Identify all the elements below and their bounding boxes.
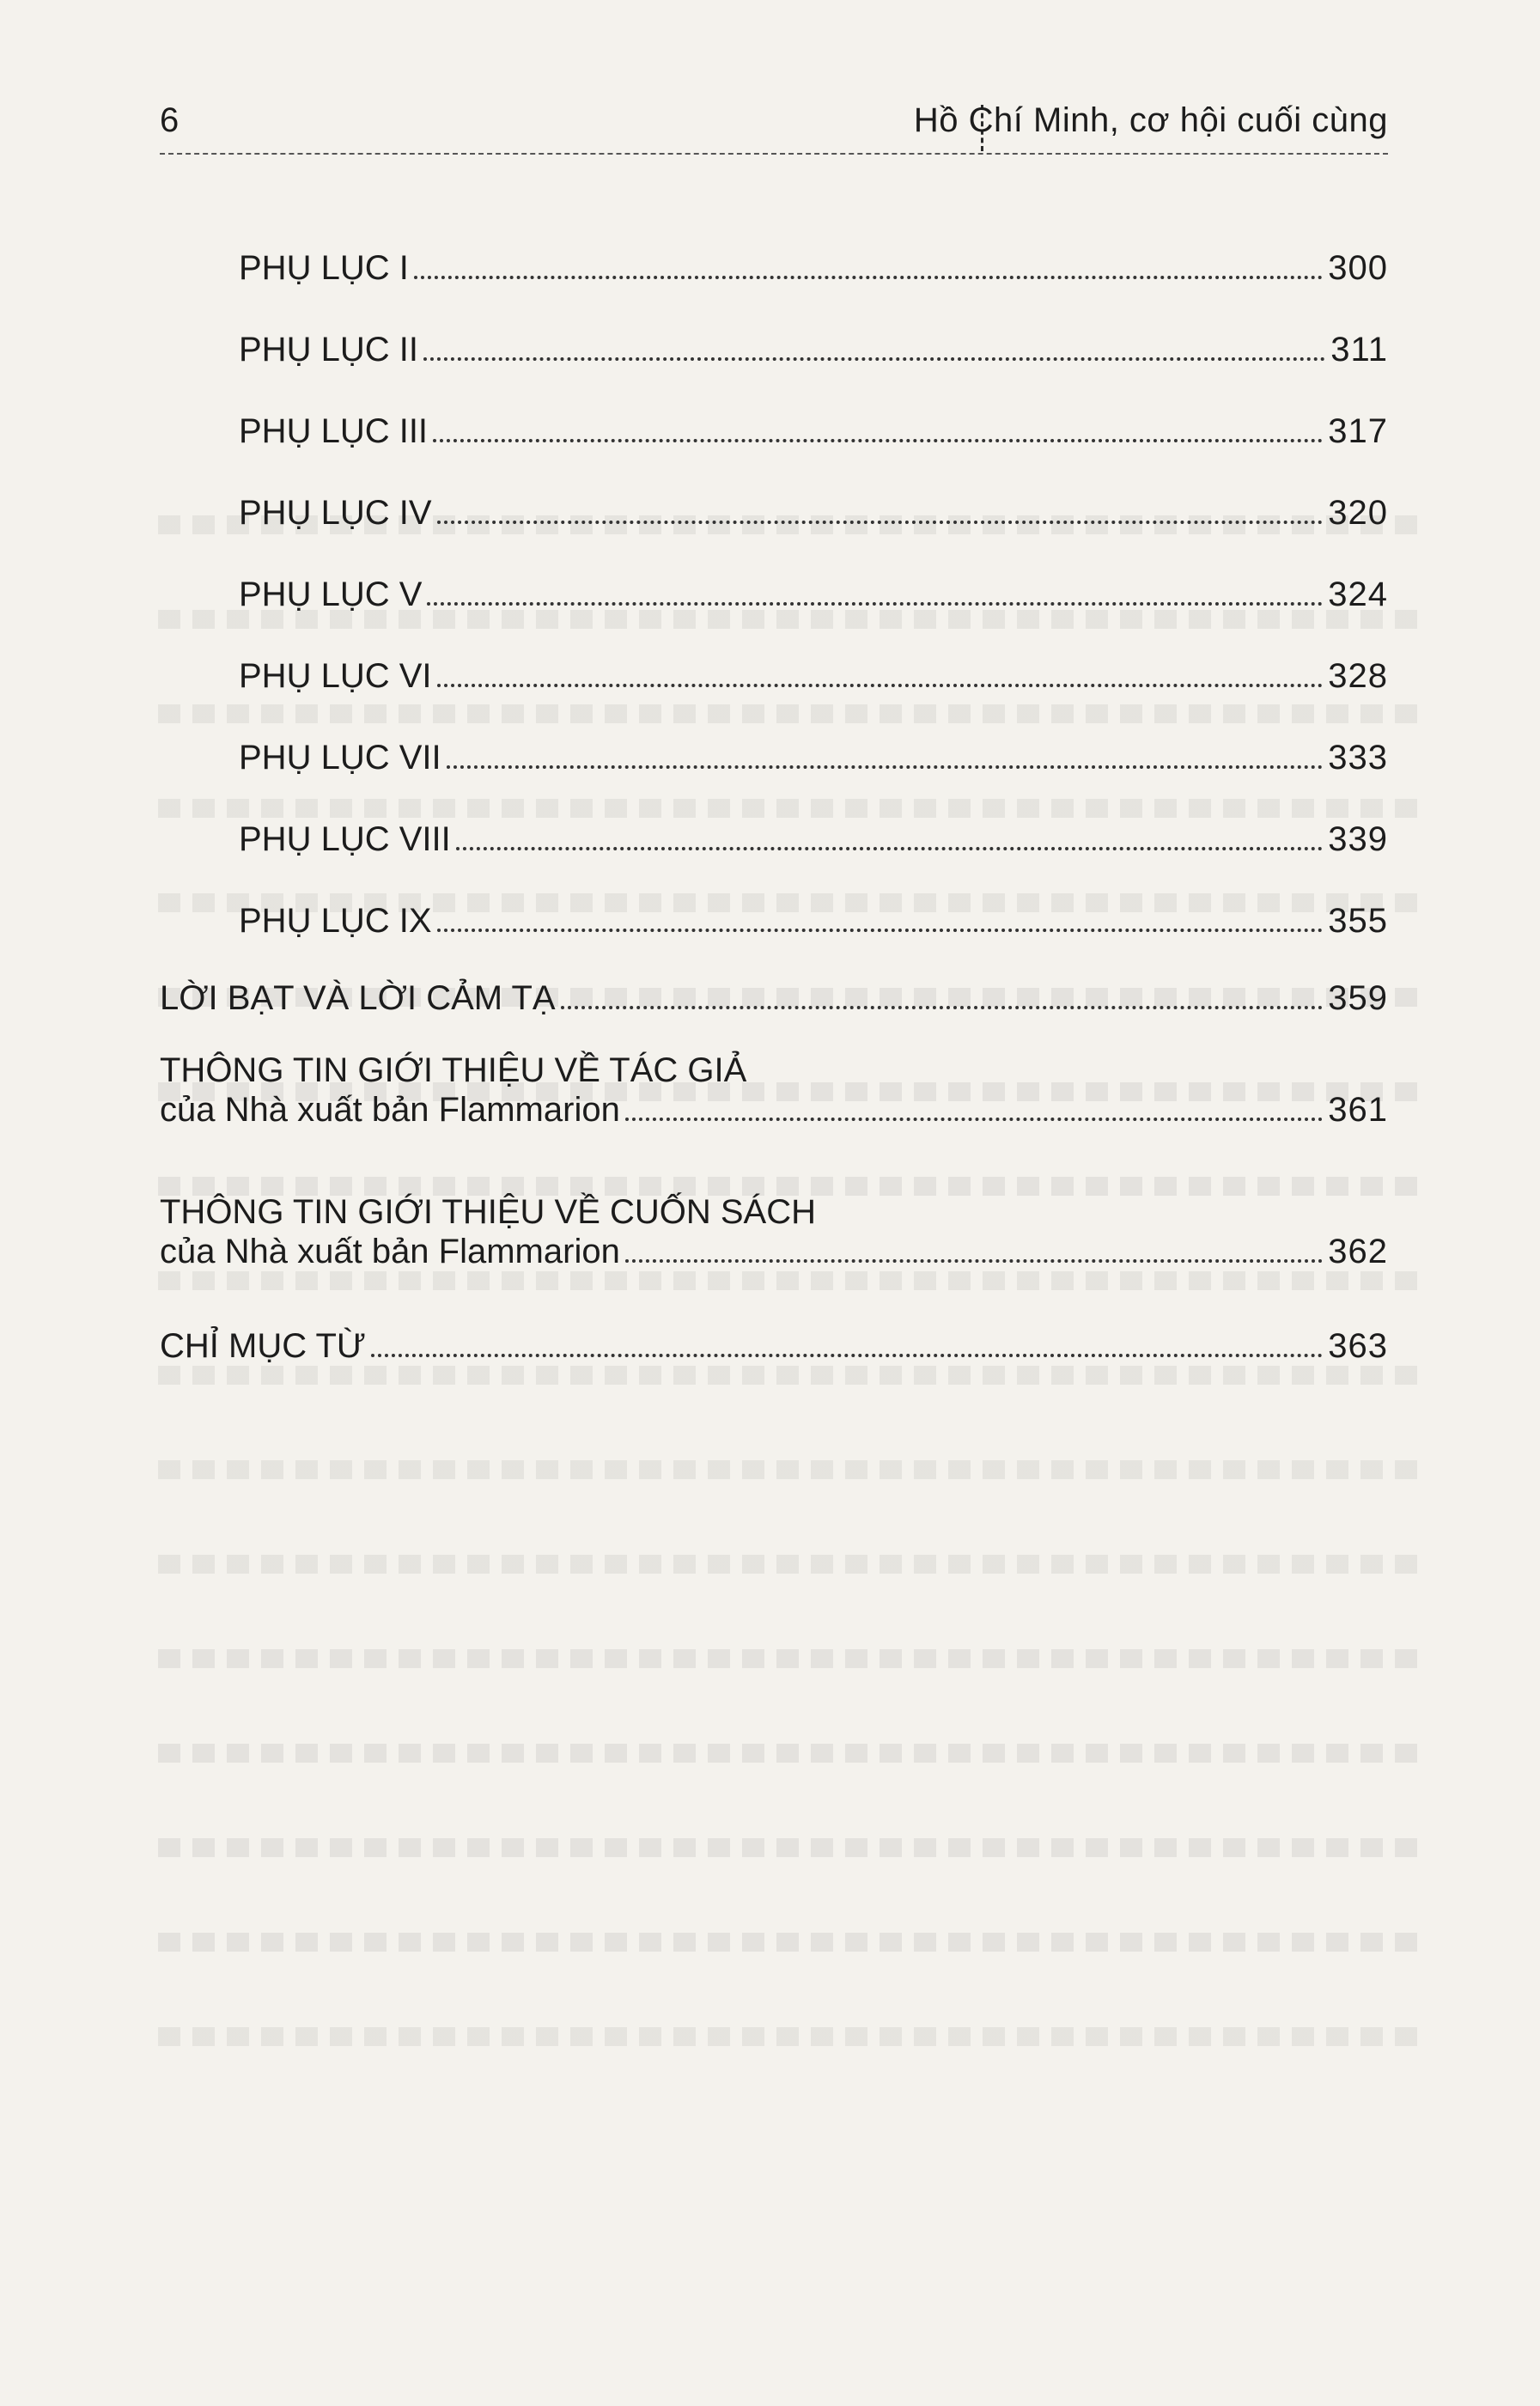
toc-entry-book-info[interactable] [160, 1151, 1388, 1288]
toc-entry-appendix-5[interactable] [160, 533, 1388, 614]
toc-entry-appendix-3[interactable] [160, 369, 1388, 451]
toc-entry-title: THÔNG TIN GIỚI THIỆU VỀ CUỐN SÁCH [160, 1193, 817, 1231]
running-title: Hồ Chí Minh, cơ hội cuối cùng [913, 101, 1388, 139]
toc-entry-page: 355 [1328, 902, 1388, 940]
dot-leader [371, 1354, 1323, 1357]
toc-entry-appendix-9[interactable] [160, 859, 1388, 941]
toc-entry-page: 328 [1328, 657, 1388, 695]
dot-leader [625, 1259, 1323, 1263]
toc-entry-page: 361 [1328, 1091, 1388, 1129]
header-rule [160, 153, 1388, 155]
toc-entry-page: 300 [1328, 249, 1388, 287]
toc-entry-label: CHỈ MỤC TỪ [160, 1327, 367, 1365]
toc-entry-label: PHỤ LỤC IV [239, 494, 432, 532]
dot-leader [561, 1006, 1324, 1009]
toc-entry-afterword[interactable] [160, 941, 1388, 1018]
dot-leader [437, 684, 1324, 687]
dot-leader [423, 357, 1325, 361]
toc-entry-index[interactable] [160, 1288, 1388, 1366]
toc-entry-page: 363 [1328, 1327, 1388, 1365]
dot-leader [433, 439, 1323, 442]
toc-entry-appendix-6[interactable] [160, 614, 1388, 696]
dot-leader [456, 847, 1324, 850]
toc-entry-subtitle: của Nhà xuất bản Flammarion [160, 1233, 620, 1270]
toc-entry-appendix-7[interactable] [160, 696, 1388, 777]
toc-entry-label: PHỤ LỤC I [239, 249, 409, 287]
dot-leader [427, 602, 1323, 606]
toc-entry-label: PHỤ LỤC V [239, 576, 423, 613]
toc-entry-label: PHỤ LỤC VIII [239, 820, 451, 858]
toc-entry-title: THÔNG TIN GIỚI THIỆU VỀ TÁC GIẢ [160, 1051, 747, 1089]
toc-entry-label: PHỤ LỤC VI [239, 657, 432, 695]
running-header [160, 101, 1388, 153]
dot-leader [437, 929, 1324, 932]
toc-entry-label: LỜI BẠT VÀ LỜI CẢM TẠ [160, 979, 556, 1017]
toc-entry-page: 317 [1328, 412, 1388, 450]
toc-entry-label: PHỤ LỤC IX [239, 902, 432, 940]
dot-leader [437, 521, 1324, 524]
toc-entry-page: 320 [1328, 494, 1388, 532]
toc-entry-label: PHỤ LỤC III [239, 412, 429, 450]
toc-entry-appendix-1[interactable] [160, 206, 1388, 288]
dot-leader [625, 1118, 1323, 1121]
toc-entry-page: 362 [1328, 1233, 1388, 1270]
dot-leader [414, 276, 1323, 279]
toc-entry-appendix-8[interactable] [160, 777, 1388, 859]
toc-entry-label: PHỤ LỤC VII [239, 739, 441, 777]
page-number: 6 [160, 101, 180, 139]
toc-entry-page: 359 [1328, 979, 1388, 1017]
toc-entry-page: 311 [1330, 331, 1388, 369]
toc-entry-author-info[interactable] [160, 1018, 1388, 1151]
dot-leader [447, 765, 1324, 769]
table-of-contents [160, 206, 1388, 1366]
toc-entry-page: 339 [1328, 820, 1388, 858]
toc-entry-page: 333 [1328, 739, 1388, 777]
toc-entry-appendix-2[interactable] [160, 288, 1388, 369]
toc-entry-page: 324 [1328, 576, 1388, 613]
toc-entry-label: PHỤ LỤC II [239, 331, 418, 369]
toc-entry-subtitle: của Nhà xuất bản Flammarion [160, 1091, 620, 1129]
toc-entry-appendix-4[interactable] [160, 451, 1388, 533]
